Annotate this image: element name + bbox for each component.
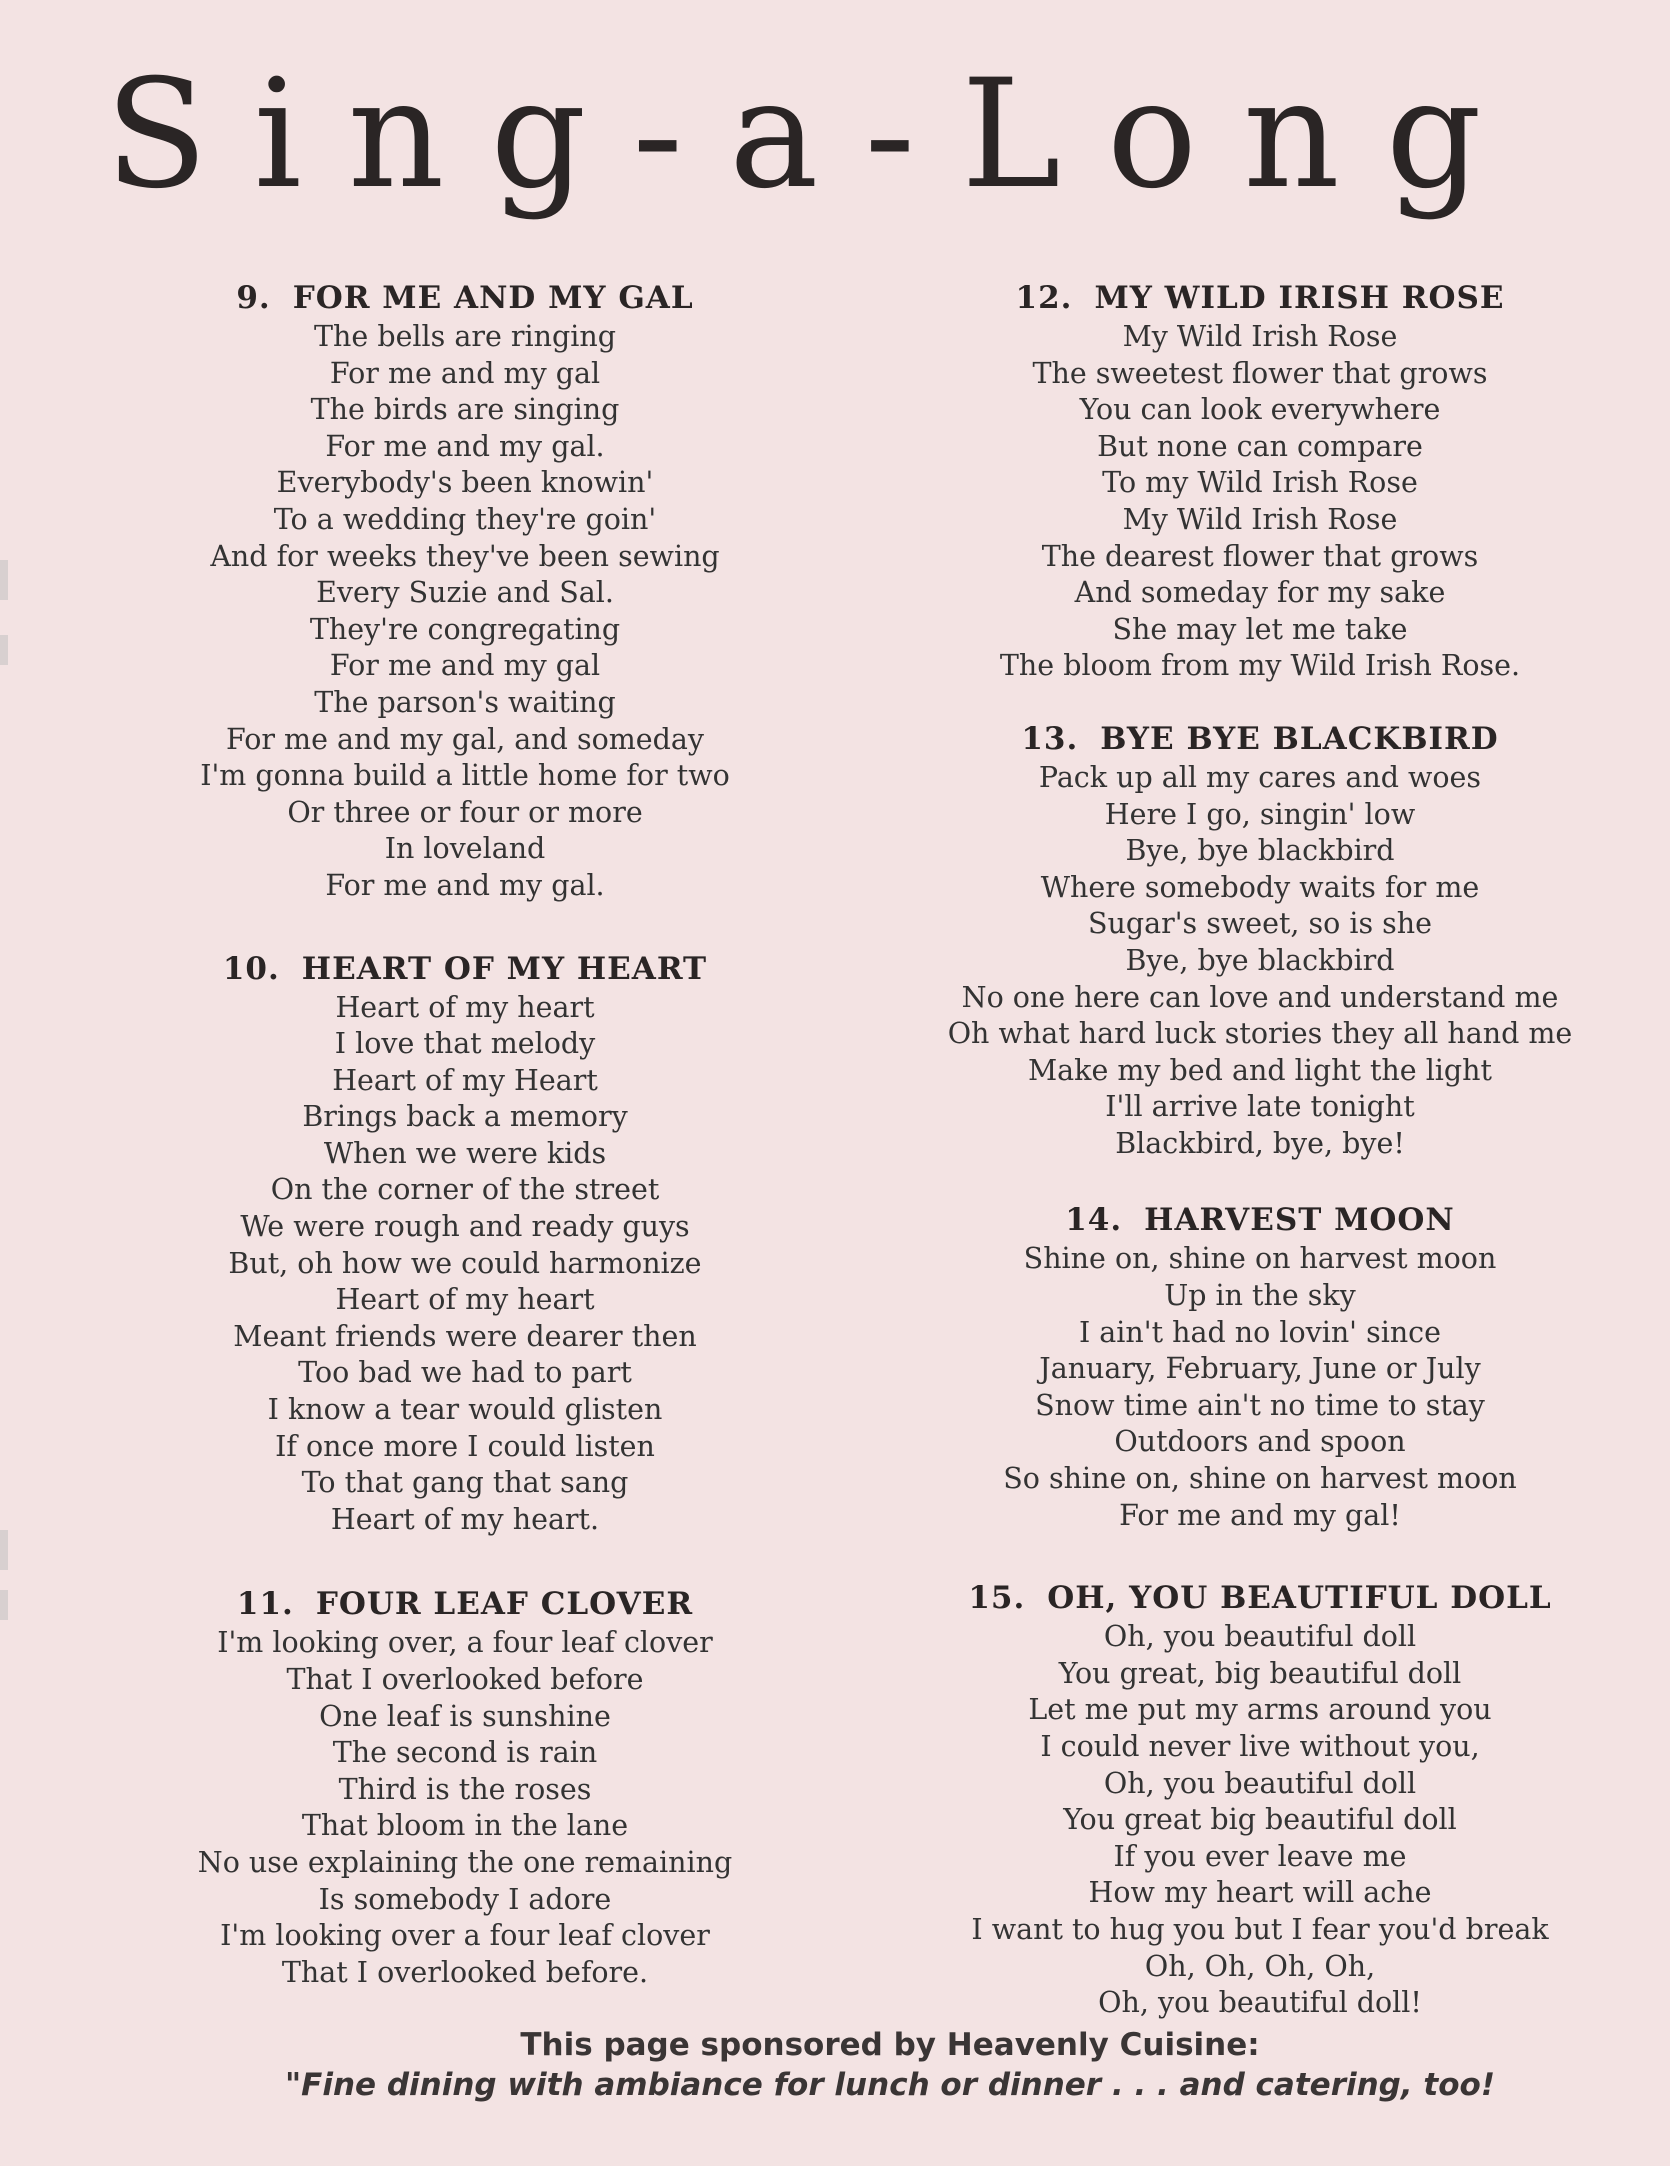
- song-heading: [140, 951, 790, 987]
- lyric-line: Pack up all my cares and woes: [1038, 760, 1482, 794]
- left-column: [140, 280, 790, 2031]
- lyric-line: For me and my gal, and someday: [226, 722, 704, 756]
- lyric-line: But, oh how we could harmonize: [228, 1246, 702, 1280]
- lyric-line: I'll arrive late tonight: [1105, 1090, 1415, 1124]
- lyric-line: But none can compare: [1097, 429, 1423, 463]
- lyric-line: Bye, bye blackbird: [1125, 943, 1395, 977]
- sponsor-line: This page sponsored by Heavenly Cuisine:: [520, 2027, 1260, 2063]
- song-title: FOR ME AND MY GAL: [292, 280, 694, 316]
- song-block: [900, 1580, 1620, 2022]
- lyric-line: If once more I could listen: [275, 1429, 655, 1463]
- lyric-line: That I overlooked before.: [281, 1955, 649, 1989]
- lyric-line: I want to hug you but I fear you'd break: [971, 1912, 1549, 1946]
- lyric-line: For me and my gal.: [325, 868, 605, 902]
- lyric-line: The bells are ringing: [314, 320, 616, 353]
- lyric-line: Oh, Oh, Oh, Oh,: [1144, 1949, 1376, 1983]
- song-number: 14.: [1065, 1202, 1123, 1239]
- lyric-line: They're congregating: [309, 612, 621, 646]
- lyric-line: I'm looking over, a four leaf clover: [217, 1626, 713, 1660]
- lyric-line: One leaf is sunshine: [319, 1699, 611, 1733]
- lyric-line: I'm gonna build a little home for two: [200, 759, 730, 793]
- lyric-line: No use explaining the one remaining: [197, 1845, 733, 1879]
- lyric-line: Up in the sky: [1164, 1279, 1356, 1313]
- lyric-line: Heart of my heart: [335, 990, 595, 1024]
- page-title: Sing-a-Long: [105, 48, 1528, 222]
- song-number: 12.: [1015, 280, 1073, 316]
- lyric-line: Oh, you beautiful doll: [1103, 1620, 1417, 1654]
- lyric-line: The dearest flower that grows: [1041, 539, 1479, 573]
- lyric-line: To a wedding they're goin': [273, 502, 657, 536]
- lyric-line: For me and my gal: [329, 649, 601, 683]
- lyric-line: We were rough and ready guys: [240, 1210, 690, 1244]
- lyric-line: She may let me take: [1112, 612, 1408, 646]
- lyric-line: So shine on, shine on harvest moon: [1003, 1462, 1517, 1496]
- song-title: MY WILD IRISH ROSE: [1094, 280, 1505, 316]
- lyric-line: In loveland: [384, 832, 546, 866]
- song-heading: [140, 1586, 790, 1622]
- lyric-line: January, February, June or July: [1039, 1352, 1481, 1386]
- song-block: [900, 280, 1620, 685]
- song-number: 11.: [236, 1586, 294, 1623]
- song-heading: [900, 280, 1620, 316]
- lyric-line: Here I go, singin' low: [1104, 797, 1416, 831]
- song-block: [140, 280, 790, 905]
- lyric-line: I'm looking over a four leaf clover: [220, 1919, 710, 1953]
- lyric-line: Outdoors and spoon: [1114, 1425, 1406, 1459]
- lyric-line: Heart of my Heart: [332, 1063, 598, 1097]
- lyric-line: Blackbird, bye, bye!: [1115, 1126, 1405, 1160]
- lyric-line: I could never live without you,: [1040, 1730, 1480, 1763]
- song-heading: [900, 1202, 1620, 1238]
- lyric-line: Shine on, shine on harvest moon: [1023, 1242, 1497, 1276]
- song-title: BYE BYE BLACKBIRD: [1100, 720, 1499, 757]
- lyric-line: Where somebody waits for me: [1040, 870, 1480, 904]
- song-block: [140, 951, 790, 1539]
- binding-mark: [0, 560, 8, 600]
- song-block: [900, 1202, 1620, 1534]
- lyric-line: And for weeks they've been sewing: [210, 539, 720, 573]
- song-heading: [140, 280, 790, 316]
- lyric-line: My Wild Irish Rose: [1122, 502, 1398, 536]
- lyric-line: Or three or four or more: [287, 795, 643, 829]
- lyric-line: For me and my gal: [329, 356, 601, 390]
- lyric-line: When we were kids: [323, 1136, 607, 1170]
- song-heading: [900, 1580, 1620, 1616]
- lyric-line: To that gang that sang: [301, 1466, 629, 1500]
- song-title: FOUR LEAF CLOVER: [315, 1586, 694, 1623]
- lyric-line: How my heart will ache: [1088, 1876, 1432, 1910]
- lyric-line: Snow time ain't no time to stay: [1035, 1388, 1485, 1422]
- lyric-line: The second is rain: [332, 1736, 598, 1770]
- song-number: 13.: [1021, 720, 1079, 757]
- lyric-line: No one here can love and understand me: [961, 980, 1559, 1014]
- song-number: 9.: [236, 280, 271, 316]
- lyric-line: Everybody's been knowin': [276, 466, 654, 500]
- binding-mark: [0, 1590, 8, 1620]
- lyric-line: For me and my gal!: [1119, 1498, 1401, 1532]
- lyric-line: That bloom in the lane: [301, 1809, 629, 1843]
- sponsor-footer: [280, 2025, 1500, 2105]
- lyric-line: Bye, bye blackbird: [1125, 834, 1395, 868]
- song-heading: [900, 721, 1620, 757]
- lyric-line: That I overlooked before: [286, 1663, 644, 1696]
- lyric-line: Oh, you beautiful doll!: [1098, 1986, 1422, 2020]
- song-block: [900, 721, 1620, 1163]
- lyric-line: On the corner of the street: [270, 1173, 660, 1207]
- lyric-line: Meant friends were dearer then: [233, 1319, 697, 1353]
- lyric-line: Make my bed and light the light: [1028, 1053, 1492, 1087]
- lyric-line: Brings back a memory: [302, 1100, 628, 1134]
- song-title: HEART OF MY HEART: [301, 950, 708, 987]
- song-block: [140, 1586, 790, 1991]
- sponsor-tagline: "Fine dining with ambiance for lunch or dinner . . . and catering, too!: [285, 2067, 1495, 2103]
- lyric-line: The birds are singing: [310, 393, 620, 427]
- lyric-line: If you ever leave me: [1113, 1839, 1407, 1873]
- lyric-line: The bloom from my Wild Irish Rose.: [999, 649, 1521, 683]
- song-number: 10.: [222, 950, 280, 987]
- lyric-line: Third is the roses: [338, 1772, 592, 1806]
- right-column: [900, 280, 1620, 2062]
- lyric-line: The sweetest flower that grows: [1032, 356, 1488, 390]
- lyric-line: You great, big beautiful doll: [1058, 1656, 1462, 1690]
- lyric-line: Heart of my heart: [335, 1283, 595, 1317]
- song-title: OH, YOU BEAUTIFUL DOLL: [1047, 1580, 1552, 1617]
- lyric-line: Sugar's sweet, so is she: [1087, 907, 1433, 941]
- song-number: 15.: [968, 1580, 1026, 1617]
- lyric-line: Is somebody I adore: [318, 1882, 612, 1916]
- lyric-line: And someday for my sake: [1074, 576, 1446, 610]
- lyric-line: Too bad we had to part: [298, 1356, 632, 1390]
- lyric-line: You can look everywhere: [1079, 393, 1441, 427]
- lyric-line: The parson's waiting: [314, 685, 616, 719]
- lyric-line: I ain't had no lovin' since: [1078, 1315, 1441, 1349]
- lyric-line: For me and my gal.: [325, 429, 605, 463]
- lyric-line: I know a tear would glisten: [267, 1393, 663, 1427]
- binding-mark: [0, 635, 8, 665]
- lyric-line: You great big beautiful doll: [1063, 1803, 1457, 1837]
- lyric-line: Oh what hard luck stories they all hand me: [947, 1017, 1573, 1051]
- song-title: HARVEST MOON: [1144, 1202, 1455, 1239]
- lyric-line: To my Wild Irish Rose: [1102, 466, 1418, 500]
- binding-mark: [0, 1530, 8, 1570]
- lyric-line: Heart of my heart.: [330, 1502, 600, 1536]
- lyric-line: I love that melody: [334, 1027, 596, 1061]
- lyric-line: My Wild Irish Rose: [1122, 320, 1398, 353]
- lyric-line: Let me put my arms around you: [1028, 1693, 1492, 1727]
- lyric-line: Every Suzie and Sal.: [316, 576, 614, 610]
- lyric-line: Oh, you beautiful doll: [1103, 1766, 1417, 1800]
